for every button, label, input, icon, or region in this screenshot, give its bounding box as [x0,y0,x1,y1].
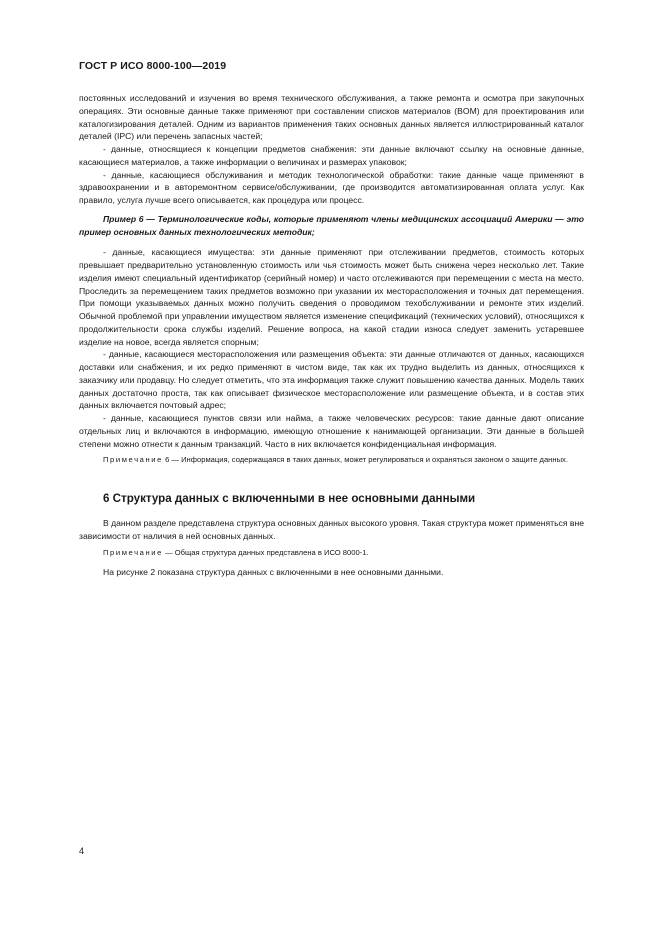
note-6 [79,454,584,466]
page-number: 4 [79,846,85,856]
note-text: 6 — Информация, содержащаяся в таких данных, может регулироваться и охраняться законом о защите данных. [162,455,568,465]
document-page [79,60,584,579]
section-6-paragraph-1: В данном разделе представлена структура основных данных высокого уровня. Такая структура может применяться вне зависимости от наличия в ней основных данных. [79,518,584,541]
paragraph-supply-concept: - данные, относящиеся к концепции предметов снабжения: эти данные включают ссылку на основные данные, касающиеся материалов, а также информации о величинах и размерах упаковок; [79,144,584,167]
paragraph-service-methods: - данные, касающиеся обслуживания и методик технологической обработки: такие данные чаще применяют в здравоохранении и в авторемонтном сервисе/обслуживании, где производится автоматизированная оплата услуг. Как правило, услуга лучше всего описывается, как процедура или процесс. [79,169,584,205]
paragraph-location: - данные, касающиеся месторасположения или размещения объекта: эти данные отличаются от данных, касающихся доставки или снабжения, и их редко применяют в чистом виде, так как их трудно выделить из данных, относящихся к заказчику или продавцу. Но следует отметить, что эта информация также служит повышению качества данных. Модель таких данных достаточно проста, так как описывает физическое месторасположение или размещение объекта, и в состав этих данных включается почтовый адрес; [79,349,584,411]
paragraph-continuation: постоянных исследований и изучения во время технического обслуживания, а также ремонта и осмотра при закупочных операциях. Эти основные данные также применяют при составлении списков материалов (BOM) для проектирования или каталогизирования деталей. Одним из вариантов применения таких основных данных является иллюстрированный каталог деталей (IPC) или перечень запасных частей; [79,93,584,142]
paragraph-contacts: - данные, касающиеся пунктов связи или найма, а также человеческих ресурсов: такие данные дают описание отдельных лиц и включаются в информацию, имеющую отношение к нанимающей организации. Эти данные в большей степени можно отнести к данным транзакций. Часто в них включается конфиденциальная информация. [79,413,584,449]
document-header: ГОСТ Р ИСО 8000-100—2019 [79,60,227,72]
note-label: Примечание [103,547,163,557]
section-6-paragraph-2: На рисунке 2 показана структура данных с включенными в нее основными данными. [103,566,444,577]
example-6: Пример 6 — Терминологические коды, которые применяют члены медицинских ассоциаций Америки — это пример основных данных технологических методик; [79,213,584,237]
paragraph-assets: - данные, касающиеся имущества: эти данные применяют при отслеживании предметов, стоимость которых превышает предварительно установленную стоимость или чья стоимость может быть снижена через несколько лет. Такие изделия имеют специальный идентификатор (серийный номер) и часто отслеживаются при перемещении с места на место. Проследить за перемещением таких предметов возможно при указании их месторасположения и точных дат перемещения. При помощи указываемых данных можно получить сведения о проводимом техобслуживании и ремонте этих изделий. Обычной проблемой при управлении имуществом является изменение спецификаций (технических условий), относящихся к продолжительности срока службы изделий. Решение вопроса, на какой стадии износа следует заменить устаревшее изделие на новое, всегда является спорным; [79,247,584,347]
note-text: — Общая структура данных представлена в ИСО 8000-1. [162,547,369,557]
section-6-title: 6 Структура данных с включенными в нее основными данными [103,492,476,506]
note-label: Примечание [103,455,163,465]
section-6-note [79,547,584,559]
